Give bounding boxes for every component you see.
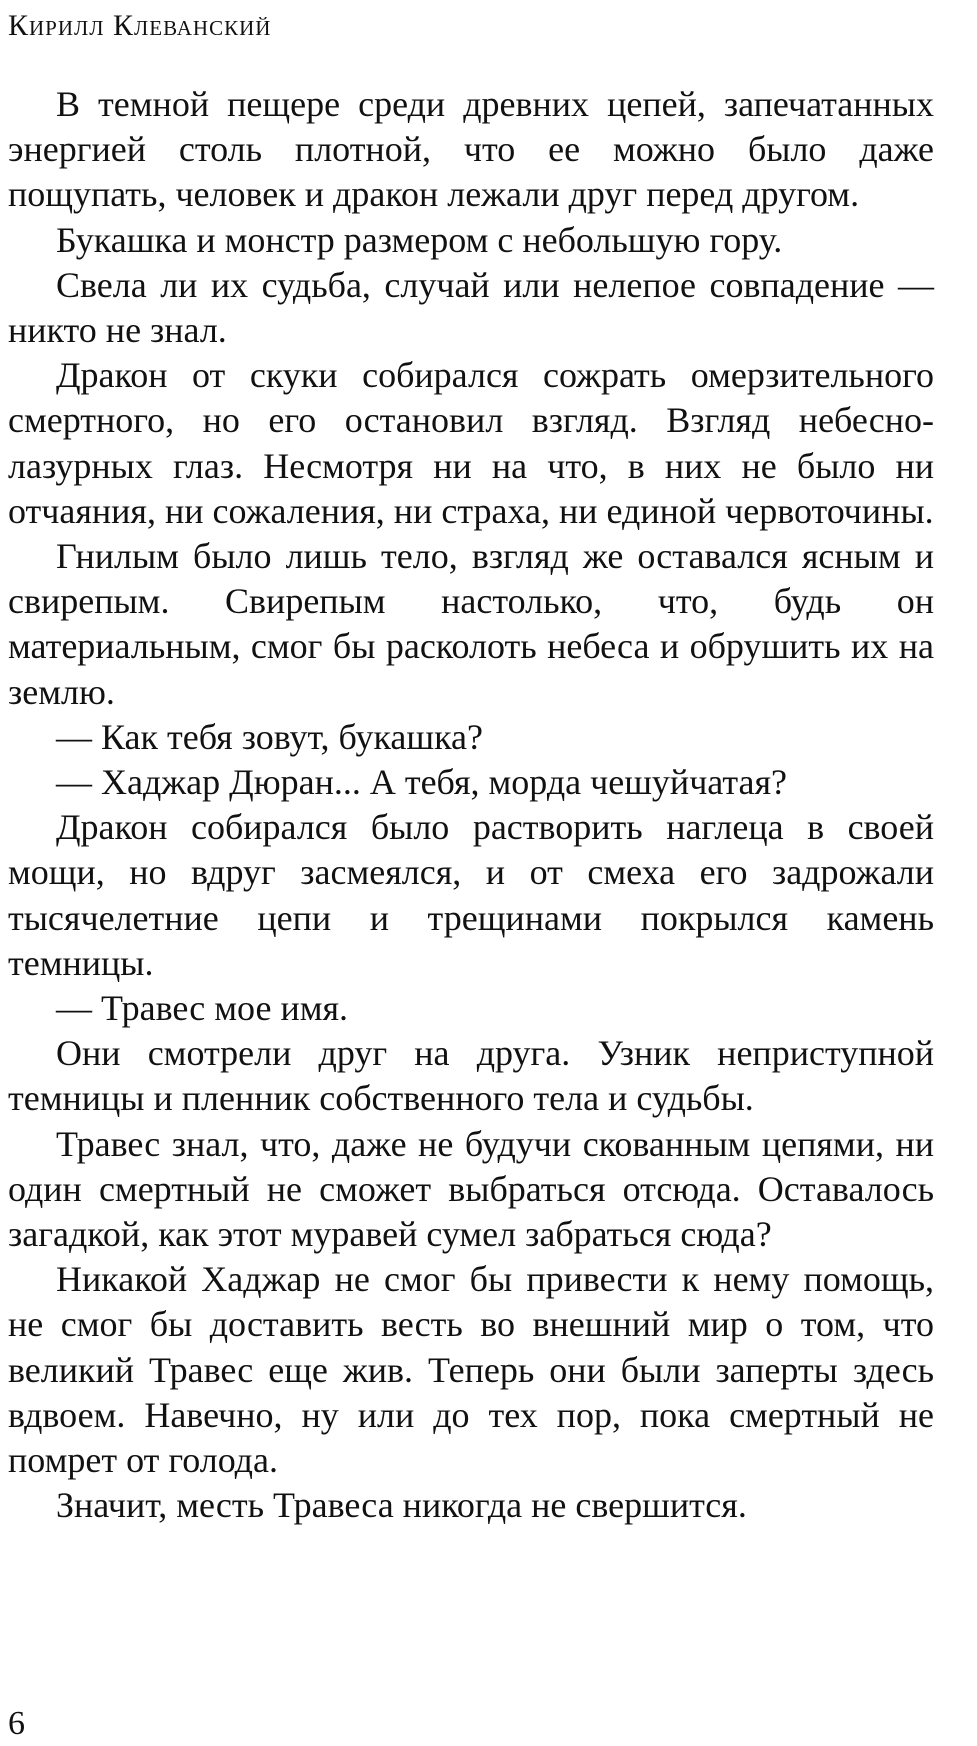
dialogue-line: — Как тебя зовут, букашка? bbox=[56, 716, 483, 757]
paragraph: В темной пещере среди древних цепей, запечатанных энергией столь плотной, что ее можно было даже пощупать, человек и дракон лежали друг перед другом. bbox=[8, 84, 934, 215]
paragraph: Свела ли их судьба, случай или нелепое совпадение — никто не знал. bbox=[8, 264, 934, 351]
paragraph: Травес знал, что, даже не будучи скованным цепями, ни один смертный не сможет выбраться отсюда. Оставалось загадкой, как этот муравей сумел забраться сюда? bbox=[8, 1123, 934, 1255]
paragraph: Гнилым было лишь тело, взгляд же оставался ясным и свирепым. Свирепым настолько, что, будь он материальным, смог бы расколоть небеса и обрушить их на землю. bbox=[8, 536, 934, 712]
running-head-author: Кирилл Клеванский bbox=[8, 9, 272, 42]
paragraph: Дракон от скуки собирался сожрать омерзительного смертного, но его остановил взгляд. Взгляд небесно-лазурных глаз. Несмотря ни на что, в них не было ни отчаяния, ни сожаления, ни страха, ни единой червоточины. bbox=[8, 355, 934, 531]
paragraph: Букашка и монстр размером с небольшую гору. bbox=[56, 219, 783, 260]
paragraph: Дракон собирался было растворить наглеца в своей мощи, но вдруг засмеялся, и от смеха его задрожали тысячелетние цепи и трещинами покрылся камень темницы. bbox=[8, 807, 934, 983]
body-text bbox=[8, 82, 934, 1529]
paragraph: Никакой Хаджар не смог бы привести к нему помощь, не смог бы доставить весть во внешний мир о том, что великий Травес еще жив. Теперь они были заперты здесь вдвоем. Навечно, ну или до тех пор, пока смертный не помрет от голода. bbox=[8, 1259, 934, 1481]
page-number: 6 bbox=[8, 1705, 25, 1742]
paragraph: Значит, месть Травеса никогда не свершится. bbox=[56, 1485, 747, 1526]
paragraph: Они смотрели друг на друга. Узник неприступной темницы и пленник собственного тела и судьбы. bbox=[8, 1033, 934, 1119]
dialogue-line: — Травес мое имя. bbox=[56, 988, 349, 1029]
dialogue-line: — Хаджар Дюран... А тебя, морда чешуйчатая? bbox=[56, 762, 788, 803]
